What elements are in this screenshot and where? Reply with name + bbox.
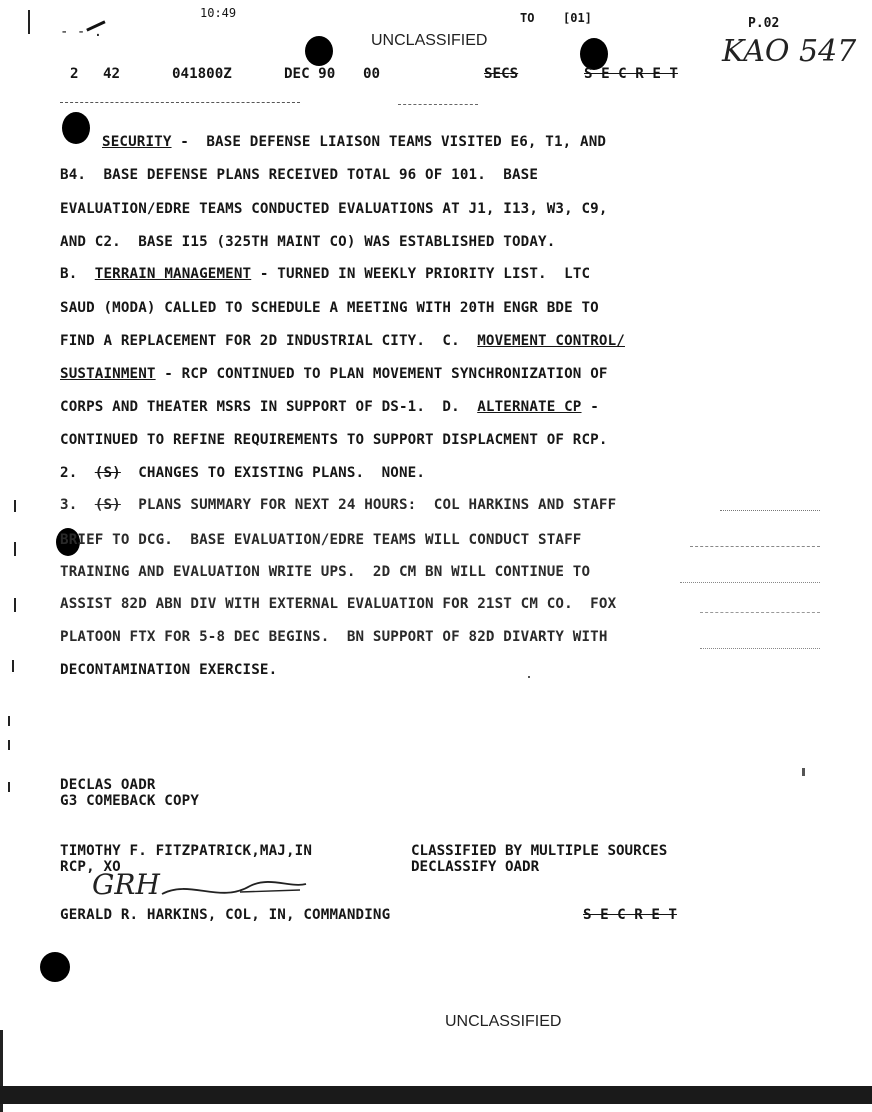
struck-paragraph-mark: (S) xyxy=(94,497,121,513)
left-edge-mark xyxy=(8,740,10,750)
message-date: DEC 90 xyxy=(284,66,336,82)
struck-classification-top: S E C R E T xyxy=(584,66,678,82)
left-edge-mark xyxy=(8,716,10,726)
fax-to: TO xyxy=(520,11,535,25)
punch-hole xyxy=(62,112,90,144)
fax-number: [01] xyxy=(563,11,592,25)
left-edge-mark xyxy=(14,500,16,512)
body-line-9: CORPS AND THEATER MSRS IN SUPPORT OF DS-1. D. ALTERNATE CP - xyxy=(60,399,599,415)
left-edge-mark xyxy=(28,10,30,34)
body-line-10: CONTINUED TO REFINE REQUIREMENTS TO SUPPORT DISPLACMENT OF RCP. xyxy=(60,432,608,448)
scan-smudge xyxy=(700,648,820,649)
body-line-5: B. TERRAIN MANAGEMENT - TURNED IN WEEKLY PRIORITY LIST. LTC xyxy=(60,266,591,282)
declassification-line: DECLAS OADR xyxy=(60,777,156,793)
body-line-15: ASSIST 82D ABN DIV WITH EXTERNAL EVALUATION FOR 21ST CM CO. FOX xyxy=(60,596,617,612)
date-time-group: 041800Z xyxy=(172,66,232,82)
scan-smudge xyxy=(690,546,820,547)
body-line-4: AND C2. BASE I15 (325TH MAINT CO) WAS ESTABLISHED TODAY. xyxy=(60,234,556,250)
body-line-17: DECONTAMINATION EXERCISE. xyxy=(60,662,278,678)
signature-flourish xyxy=(160,874,310,904)
page-bottom-border xyxy=(0,1086,872,1104)
message-number: 2 xyxy=(70,66,79,82)
scan-smudge xyxy=(700,612,820,613)
poc-unit: RCP, XO xyxy=(60,859,121,875)
classification-bottom: UNCLASSIFIED xyxy=(445,1013,562,1030)
struck-paragraph-mark: (S) xyxy=(94,465,121,481)
message-zz: 00 xyxy=(363,66,381,82)
body-line-11: 2. (S) CHANGES TO EXISTING PLANS. NONE. xyxy=(60,465,426,481)
handwritten-reference: KAO 547 xyxy=(722,34,857,69)
body-line-2: B4. BASE DEFENSE PLANS RECEIVED TOTAL 96 OF 101. BASE xyxy=(60,167,539,183)
page-number: P.02 xyxy=(748,16,780,31)
left-edge-mark xyxy=(14,542,16,556)
body-line-12: 3. (S) PLANS SUMMARY FOR NEXT 24 HOURS: COL HARKINS AND STAFF xyxy=(60,497,617,513)
scan-smudge xyxy=(680,582,820,583)
body-line-14: TRAINING AND EVALUATION WRITE UPS. 2D CM BN WILL CONTINUE TO xyxy=(60,564,591,580)
signature: GRH xyxy=(92,868,160,901)
struck-classification-bottom: S E C R E T xyxy=(583,907,677,923)
section-label-alternate-cp: ALTERNATE CP xyxy=(477,399,582,415)
section-label-security: SECURITY xyxy=(102,134,172,150)
punch-hole xyxy=(305,36,333,66)
scan-smudge xyxy=(720,510,820,511)
body-line-16: PLATOON FTX FOR 5-8 DEC BEGINS. BN SUPPORT OF 82D DIVARTY WITH xyxy=(60,629,608,645)
struck-classification-abbrev: SECS xyxy=(484,66,519,82)
header-rule xyxy=(60,102,300,103)
body-line-8: SUSTAINMENT - RCP CONTINUED TO PLAN MOVEMENT SYNCHRONIZATION OF xyxy=(60,366,608,382)
section-label-movement: MOVEMENT CONTROL/ xyxy=(477,333,625,349)
left-edge-mark xyxy=(14,598,16,612)
scan-speck xyxy=(802,768,805,776)
message-sequence: 42 xyxy=(103,66,121,82)
copy-line: G3 COMEBACK COPY xyxy=(60,793,200,809)
commander-signature-block: GERALD R. HARKINS, COL, IN, COMMANDING xyxy=(60,907,391,923)
fax-time: 10:49 xyxy=(200,6,237,20)
punch-hole xyxy=(40,952,70,982)
left-edge-mark xyxy=(12,660,14,672)
body-line-6: SAUD (MODA) CALLED TO SCHEDULE A MEETING WITH 20TH ENGR BDE TO xyxy=(60,300,599,316)
declassify-instruction: DECLASSIFY OADR xyxy=(411,859,540,875)
poc-name: TIMOTHY F. FITZPATRICK,MAJ,IN xyxy=(60,843,313,859)
body-line-7: FIND A REPLACEMENT FOR 2D INDUSTRIAL CITY. C. MOVEMENT CONTROL/ xyxy=(60,333,625,349)
classification-top: UNCLASSIFIED xyxy=(371,32,488,49)
body-line-1: SECURITY - BASE DEFENSE LIAISON TEAMS VISITED E6, T1, AND xyxy=(102,134,607,150)
classified-by: CLASSIFIED BY MULTIPLE SOURCES xyxy=(411,843,668,859)
body-line-3: EVALUATION/EDRE TEAMS CONDUCTED EVALUATIONS AT J1, I13, W3, C9, xyxy=(60,201,608,217)
scan-speck xyxy=(528,676,530,678)
header-scribble: - - . xyxy=(60,24,103,40)
left-edge-mark xyxy=(8,782,10,792)
body-line-13: BRIEF TO DCG. BASE EVALUATION/EDRE TEAMS WILL CONDUCT STAFF xyxy=(60,532,582,548)
section-label-sustainment: SUSTAINMENT xyxy=(60,366,156,382)
header-rule xyxy=(398,104,478,105)
section-label-terrain: TERRAIN MANAGEMENT xyxy=(94,266,252,282)
